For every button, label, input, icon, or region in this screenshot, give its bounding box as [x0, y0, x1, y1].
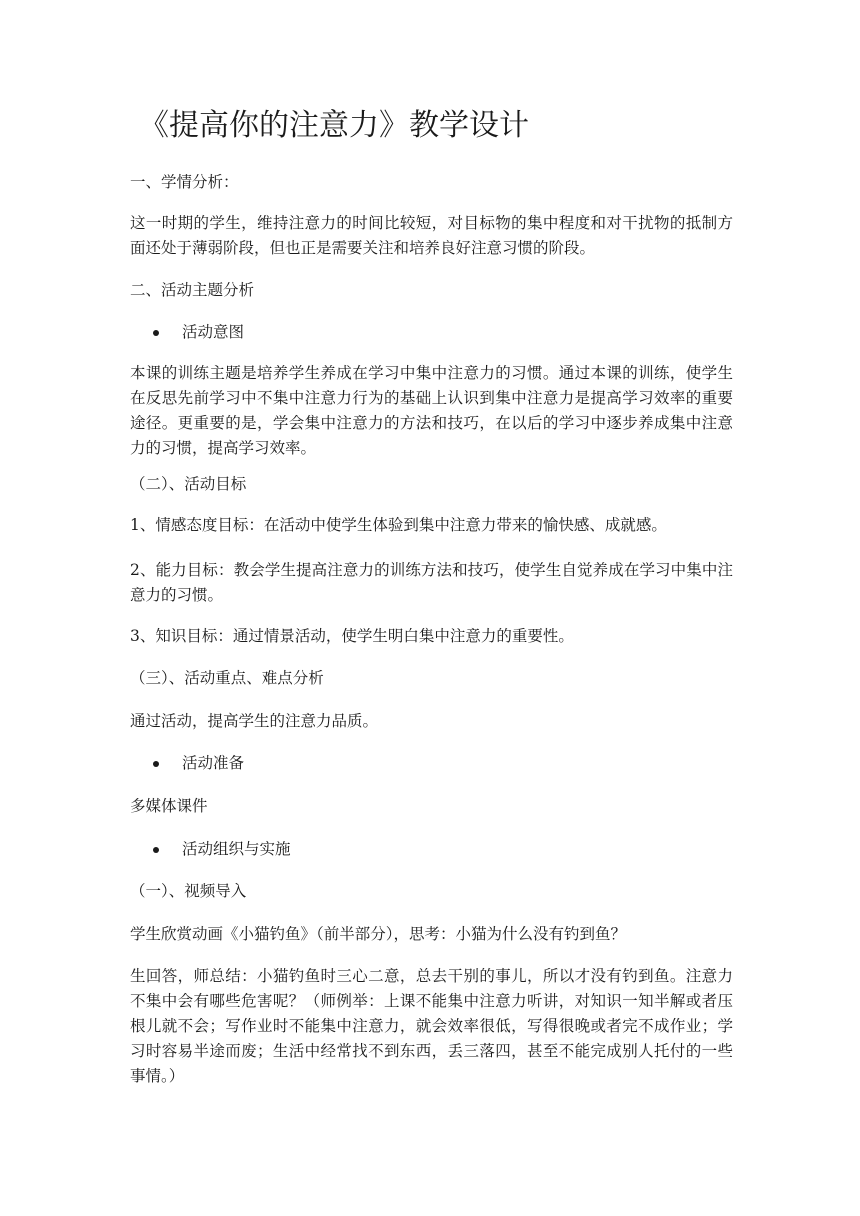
goal-knowledge: 3、知识目标：通过情景活动，使学生明白集中注意力的重要性。 — [130, 627, 574, 645]
bullet-label: 活动准备 — [182, 754, 245, 772]
section-heading-activity-goals: （二）、活动目标 — [130, 475, 247, 493]
learning-analysis-paragraph: 这一时期的学生，维持注意力的时间比较短，对目标物的集中程度和对干扰物的抵制方面还处于薄弱阶段，但也正是需要关注和培养良好注意习惯的阶段。 — [130, 214, 733, 257]
activity-intent-paragraph: 本课的训练主题是培养学生养成在学习中集中注意力的习惯。通过本课的训练，使学生在反思先前学习中不集中注意力行为的基础上认识到集中注意力是提高学习效率的重要途径。更重要的是，学会集中注意力的方法和技巧，在以后的学习中逐步养成集中注意力的习惯，提高学习效率。 — [130, 364, 733, 457]
preparation-paragraph: 多媒体课件 — [130, 797, 208, 815]
section-heading-learning-analysis: 一、学情分析： — [130, 173, 239, 191]
goal-ability: 2、能力目标：教会学生提高注意力的训练方法和技巧，使学生自觉养成在学习中集中注意力的习惯。 — [130, 561, 733, 604]
bullet-dot-icon — [153, 761, 159, 767]
key-points-paragraph: 通过活动，提高学生的注意力品质。 — [130, 712, 379, 730]
answer-summary-paragraph: 生回答，师总结：小猫钓鱼时三心二意，总去干别的事儿，所以才没有钓到鱼。注意力不集中会有哪些危害呢？（师例举：上课不能集中注意力听讲，对知识一知半解或者压根儿就不会；写作业时不能集中注意力，就会效率很低，写得很晚或者完不成作业；学习时容易半途而废；生活中经常找不到东西，丢三落四，甚至不能完成别人托付的一些事情。） — [130, 967, 733, 1085]
section-heading-theme-analysis: 二、活动主题分析 — [130, 281, 255, 299]
goal-emotional: 1、情感态度目标：在活动中使学生体验到集中注意力带来的愉快感、成就感。 — [130, 516, 667, 534]
bullet-label: 活动意图 — [182, 323, 245, 341]
section-heading-video-intro: （一）、视频导入 — [130, 882, 247, 900]
bullet-label: 活动组织与实施 — [182, 840, 291, 858]
bullet-dot-icon — [153, 847, 159, 853]
document-title: 《提高你的注意力》教学设计 — [139, 108, 529, 143]
bullet-dot-icon — [153, 330, 159, 336]
section-heading-key-points: （三）、活动重点、难点分析 — [130, 669, 324, 687]
video-intro-paragraph: 学生欣赏动画《小猫钓鱼》（前半部分），思考：小猫为什么没有钓到鱼？ — [130, 925, 627, 943]
